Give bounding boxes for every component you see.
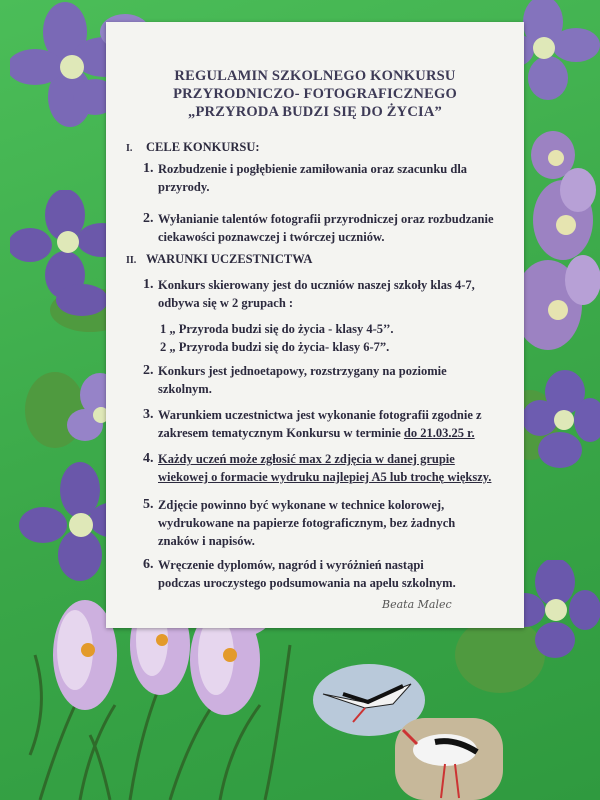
item-text: Zdjęcie powinno być wykonane w technice kolorowej, <box>158 498 445 512</box>
item-text: wiekowej o formacie wydruku najlepiej A5 lub trochę większy. <box>158 470 492 484</box>
deadline-date: do 21.03.25 r. <box>403 426 475 440</box>
list-item <box>143 362 447 398</box>
title-line-3: „PRZYRODA BUDZI SIĘ DO ŻYCIA” <box>188 104 442 120</box>
item-text-with-date <box>158 424 482 442</box>
title-line-2: PRZYRODNICZO- FOTOGRAFICZNEGO <box>173 86 457 102</box>
item-text: wydrukowane na papierze fotograficznym, bez żadnych <box>158 516 456 530</box>
sub-list <box>160 320 394 356</box>
item-text: Konkurs jest jednoetapowy, rozstrzygany na poziomie <box>158 364 447 378</box>
item-text: Wręczenie dyplomów, nagród i wyróżnień nastąpi <box>158 558 424 572</box>
item-number: 2. <box>143 211 154 226</box>
item-text: Rozbudzenie i pogłębienie zamiłowania oraz szacunku dla <box>158 162 468 176</box>
item-number: 3. <box>143 407 154 422</box>
item-text: ciekawości poznawczej i twórczej uczniów. <box>158 230 385 244</box>
section-2-heading <box>126 252 312 267</box>
sub-item: 1 „ Przyroda budzi się do życia - klasy 4-5’’. <box>160 322 394 336</box>
title-line-1: REGULAMIN SZKOLNEGO KONKURSU <box>174 68 456 84</box>
list-item <box>143 276 475 312</box>
section-2-title: WARUNKI UCZESTNICTWA <box>146 252 313 266</box>
item-text: odbywa się w 2 grupach : <box>158 296 294 310</box>
item-text: Konkurs skierowany jest do uczniów naszej szkoły klas 4-7, <box>158 278 475 292</box>
item-text: Warunkiem uczestnictwa jest wykonanie fotografii zgodnie z <box>158 408 482 422</box>
list-item <box>143 450 492 486</box>
item-text: podczas uroczystego podsumowania na apelu szkolnym. <box>158 576 456 590</box>
rules-paper <box>106 22 524 628</box>
section-1-number: I. <box>126 143 133 154</box>
list-item <box>143 406 482 442</box>
item-number: 6. <box>143 557 154 572</box>
list-item <box>143 160 468 196</box>
item-number: 4. <box>143 451 154 466</box>
section-2-number: II. <box>126 255 137 266</box>
item-text: szkolnym. <box>158 382 212 396</box>
item-number: 1. <box>143 277 154 292</box>
item-text: przyrody. <box>158 180 210 194</box>
item-text: zakresem tematycznym Konkursu w terminie <box>158 426 404 440</box>
item-number: 1. <box>143 161 154 176</box>
item-text: znaków i napisów. <box>158 534 255 548</box>
item-text: Wyłanianie talentów fotografii przyrodniczej oraz rozbudzanie <box>158 212 494 226</box>
item-number: 5. <box>143 497 154 512</box>
sub-item: 2 „ Przyroda budzi się do życia- klasy 6-7”. <box>160 340 390 354</box>
signature: Beata Malec <box>382 598 452 611</box>
list-item <box>143 210 494 246</box>
list-item <box>143 496 456 550</box>
section-1-heading <box>126 140 260 155</box>
item-number: 2. <box>143 363 154 378</box>
item-text: Każdy uczeń może zgłosić max 2 zdjęcia w danej grupie <box>158 452 455 466</box>
stork-photo-standing <box>395 718 503 800</box>
list-item <box>143 556 456 592</box>
section-1-title: CELE KONKURSU: <box>146 140 260 154</box>
